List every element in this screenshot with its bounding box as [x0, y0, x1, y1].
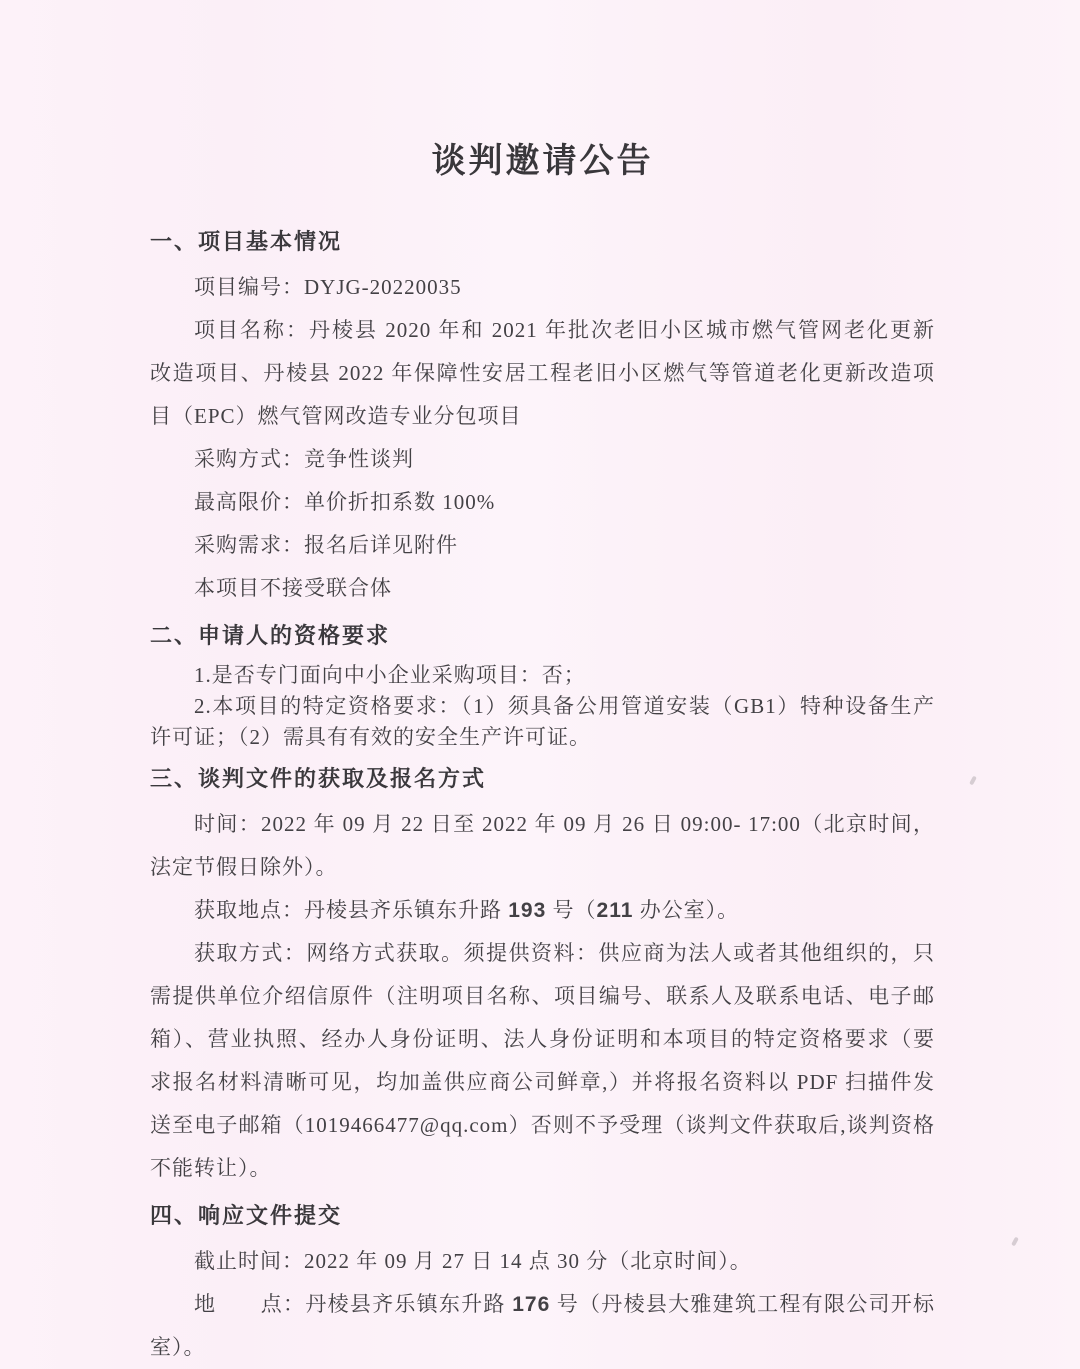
- text-run: 法定节假日除外）。: [150, 855, 338, 879]
- text-line: [150, 524, 935, 567]
- text-run: 本项目不接受联合体: [194, 576, 392, 600]
- text-line: [150, 395, 935, 438]
- text-run: 目（EPC）燃气管网改造专业分包项目: [150, 404, 522, 428]
- text-line: [150, 660, 935, 691]
- text-line: [150, 567, 935, 610]
- document-title: 谈判邀请公告: [431, 143, 654, 180]
- text-run: 时间：2022 年 09 月 22 日至 2022 年 09 月 26 日 09:00- 17:00（北京时间，: [194, 812, 935, 836]
- text-run: 地 点：丹棱县齐乐镇东升路: [194, 1292, 513, 1316]
- text-line: [150, 889, 935, 932]
- section-heading: 二、申请人的资格要求: [150, 623, 391, 648]
- text-run: 号（: [546, 898, 597, 922]
- text-run: 许可证；（2）需具有有效的安全生产许可证。: [150, 725, 591, 749]
- text-line: [150, 1018, 935, 1061]
- bold-number: 176: [512, 1293, 551, 1316]
- text-line: [150, 691, 935, 722]
- text-run: 最高限价：单价折扣系数 100%: [194, 490, 496, 514]
- text-line: [150, 481, 935, 524]
- section-heading: 三、谈判文件的获取及报名方式: [150, 766, 487, 791]
- text-line: [150, 1061, 935, 1104]
- scan-speck: [1011, 1237, 1019, 1247]
- text-line: [150, 803, 935, 846]
- text-line: [150, 1104, 935, 1147]
- text-run: 号（丹棱县大雅建筑工程有限公司开标: [550, 1292, 936, 1316]
- text-line: [150, 1240, 935, 1283]
- text-run: 获取方式：网络方式获取。须提供资料：供应商为法人或者其他组织的，只: [194, 941, 935, 965]
- text-line: [150, 352, 935, 395]
- scan-speck: [969, 776, 977, 786]
- text-run: 2.本项目的特定资格要求：（1）须具备公用管道安装（GB1）特种设备生产: [194, 694, 935, 718]
- text-run: 项目编号：DYJG-20220035: [194, 275, 462, 299]
- text-line: [150, 438, 935, 481]
- text-line: [150, 1326, 935, 1369]
- text-run: 办公室）。: [633, 898, 740, 922]
- text-run: 求报名材料清晰可见，均加盖供应商公司鲜章,）并将报名资料以 PDF 扫描件发: [150, 1070, 935, 1094]
- section-heading: 一、项目基本情况: [150, 229, 343, 254]
- text-run: 项目名称：丹棱县 2020 年和 2021 年批次老旧小区城市燃气管网老化更新: [194, 318, 935, 342]
- text-run: 采购方式：竞争性谈判: [194, 447, 414, 471]
- document-body: [150, 228, 935, 1369]
- text-run: 送至电子邮箱（1019466477@qq.com）否则不予受理（谈判文件获取后,谈判资格: [150, 1113, 935, 1137]
- text-line: [150, 975, 935, 1018]
- section-heading: 四、响应文件提交: [150, 1203, 343, 1228]
- text-line: [150, 932, 935, 975]
- bold-number: 193: [508, 899, 547, 922]
- text-run: 改造项目、丹棱县 2022 年保障性安居工程老旧小区燃气等管道老化更新改造项: [150, 361, 935, 385]
- text-line: [150, 846, 935, 889]
- text-line: [150, 1283, 935, 1326]
- text-run: 需提供单位介绍信原件（注明项目名称、项目编号、联系人及联系电话、电子邮: [150, 984, 935, 1008]
- text-line: [150, 266, 935, 309]
- text-run: 采购需求：报名后详见附件: [194, 533, 458, 557]
- text-run: 获取地点：丹棱县齐乐镇东升路: [194, 898, 509, 922]
- text-run: 1.是否专门面向中小企业采购项目：否；: [194, 663, 586, 687]
- text-line: [150, 1147, 935, 1190]
- text-line: [150, 722, 935, 753]
- text-run: 室）。: [150, 1335, 206, 1359]
- text-run: 不能转让）。: [150, 1156, 272, 1180]
- text-line: [150, 309, 935, 352]
- text-run: 箱）、营业执照、经办人身份证明、法人身份证明和本项目的特定资格要求（要: [150, 1027, 935, 1051]
- bold-number: 211: [596, 899, 634, 922]
- text-run: 截止时间：2022 年 09 月 27 日 14 点 30 分（北京时间）。: [194, 1249, 752, 1273]
